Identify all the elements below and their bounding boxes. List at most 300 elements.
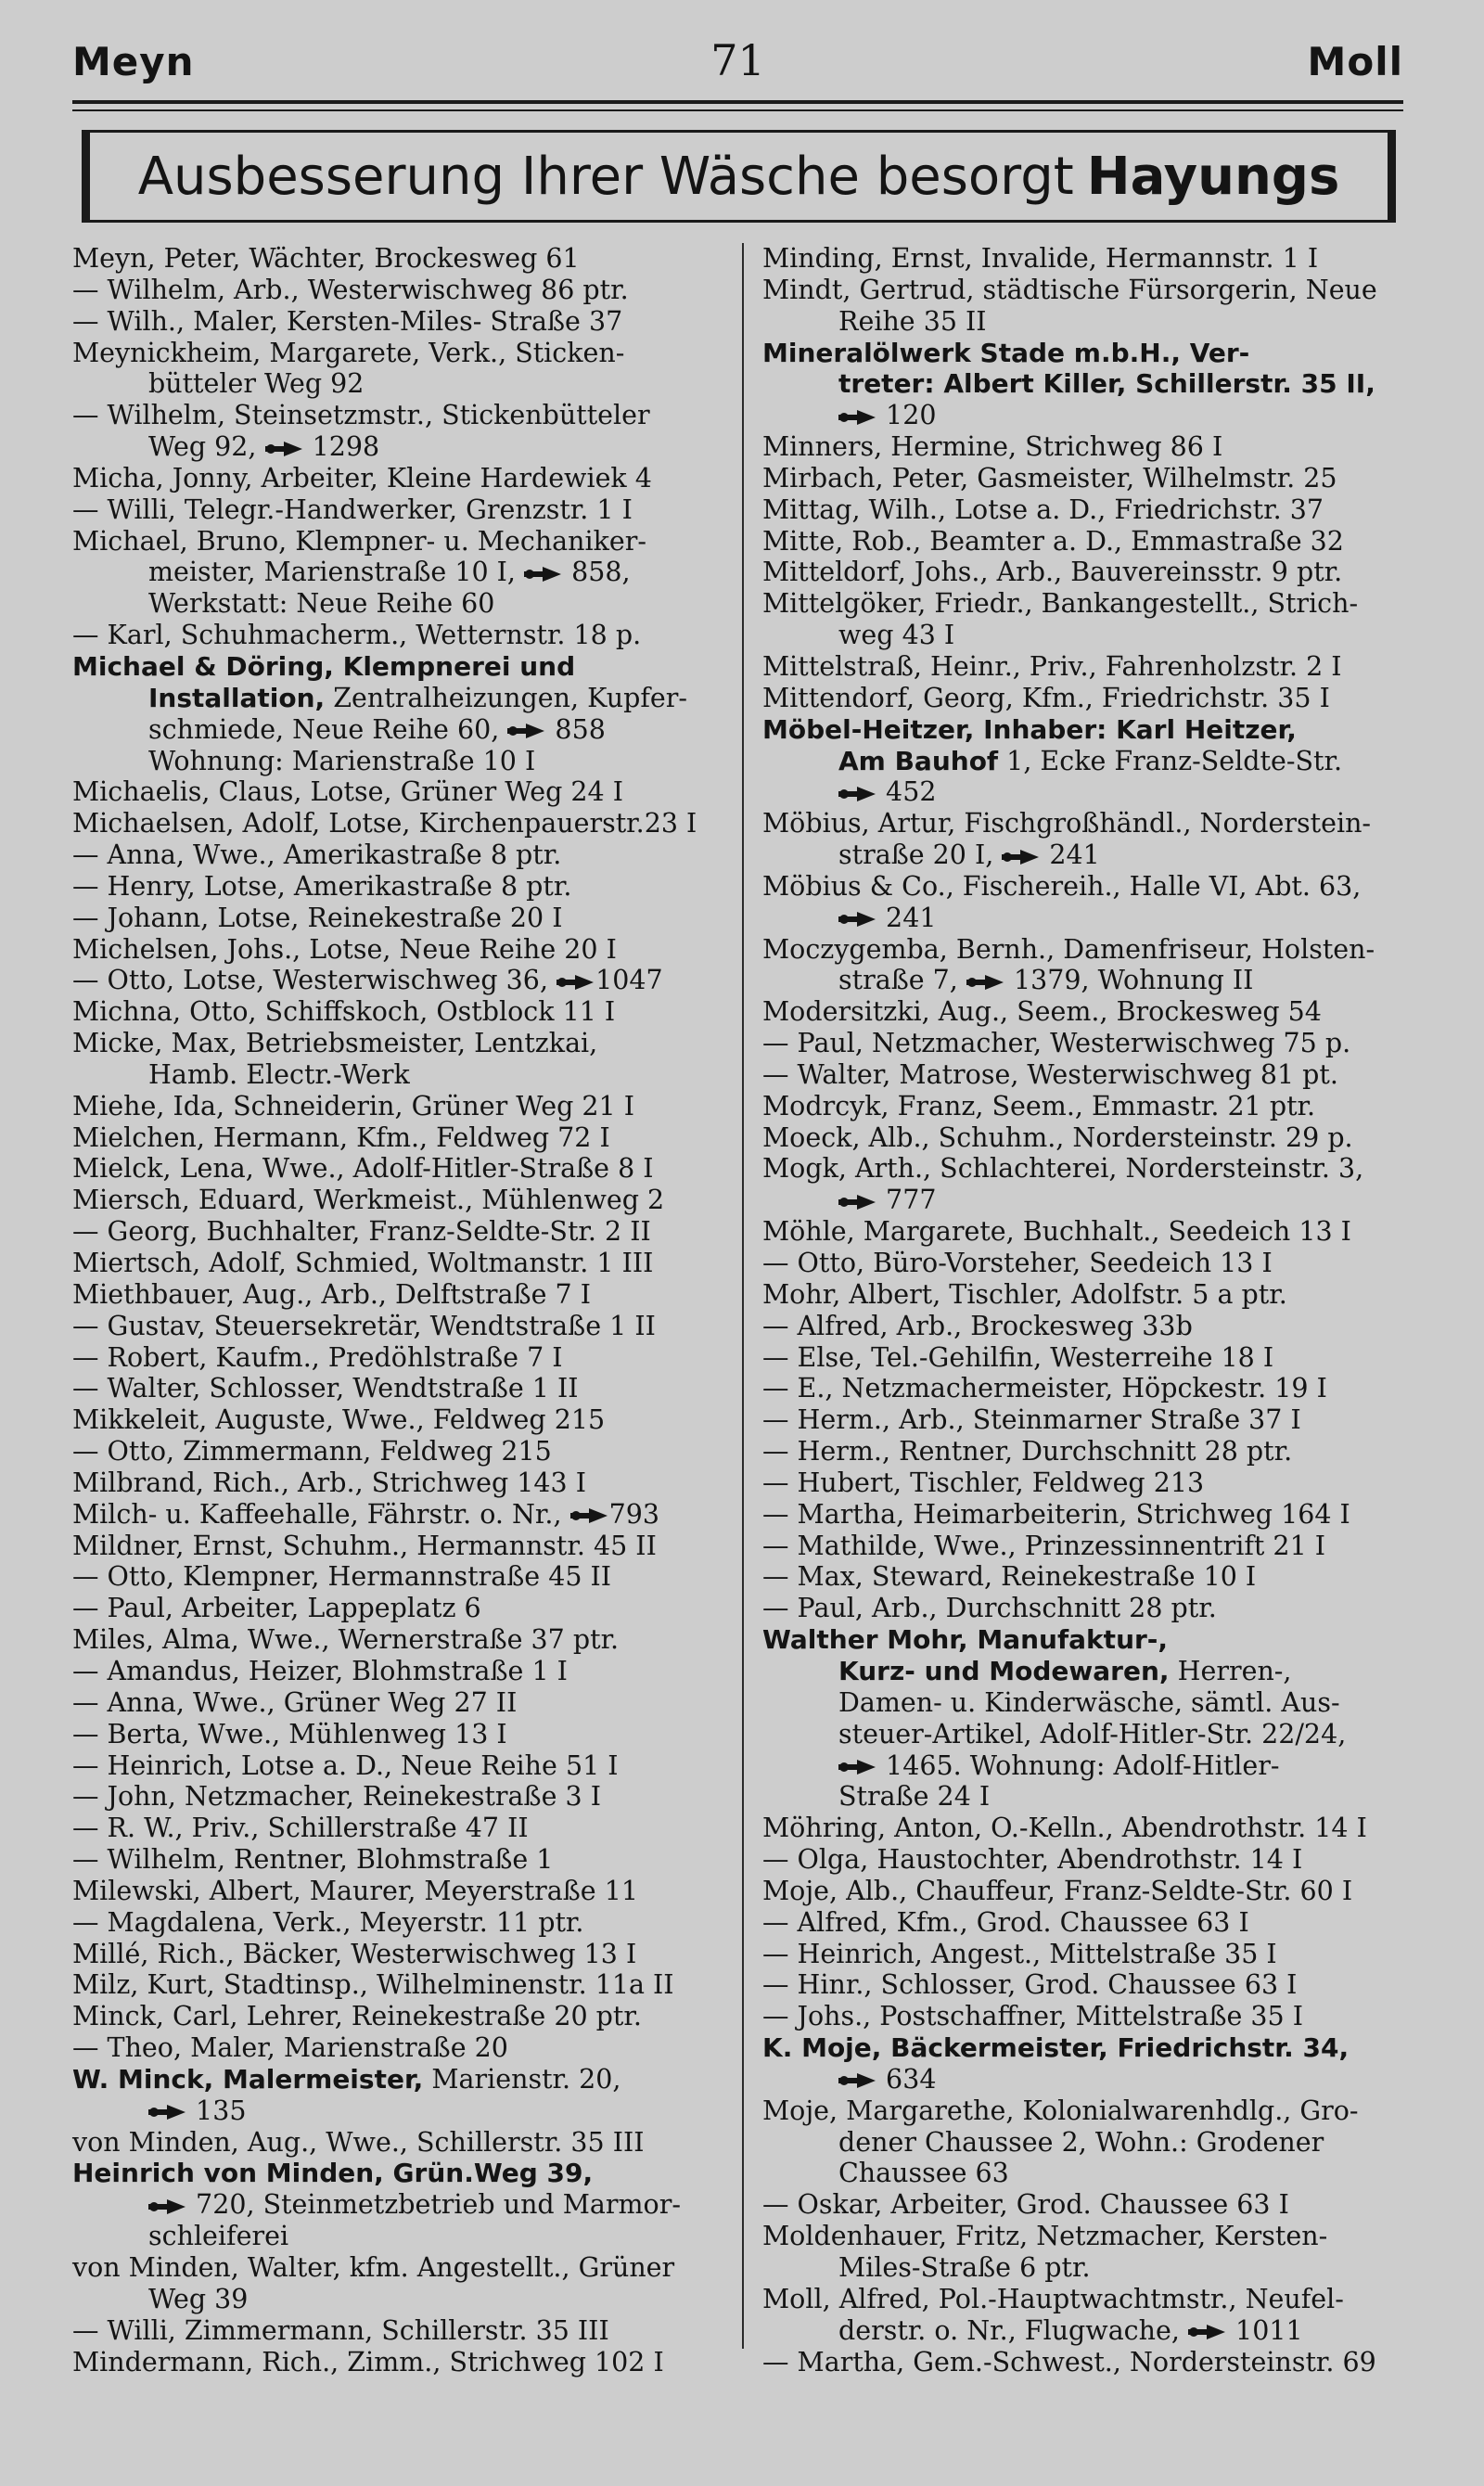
entry-text: — R. W., Priv., Schillerstraße 47 II (72, 1813, 529, 1844)
directory-entry-line (72, 2284, 731, 2315)
right-column (762, 243, 1412, 2377)
entry-text: — Johs., Postschaffner, Mittelstraße 35 I (762, 2001, 1303, 2032)
directory-entry-line (762, 2315, 1412, 2347)
directory-entry-line (762, 243, 1412, 275)
entry-phone-number: 1465. Wohnung: Adolf-Hitler- (877, 1749, 1280, 1781)
entry-text: Miersch, Eduard, Werkmeist., Mühlenweg 2 (72, 1185, 665, 1216)
directory-entry-line (762, 526, 1412, 557)
directory-entry-line (762, 1656, 1412, 1687)
entry-text: Möhring, Anton, O.-Kelln., Abendrothstr. 14 I (762, 1813, 1367, 1844)
directory-entry-line (72, 463, 731, 494)
directory-entry-line (762, 1561, 1412, 1593)
entry-text: schleiferei (148, 2221, 289, 2252)
telephone-icon (838, 910, 877, 929)
header-rule-thin (72, 109, 1403, 111)
directory-entry-line (762, 903, 1412, 934)
directory-entry-line (72, 1687, 731, 1719)
entry-text: Meynickheim, Margarete, Verk., Sticken- (72, 337, 625, 368)
directory-entry-line (762, 1373, 1412, 1404)
entry-text: Straße 24 I (838, 1781, 991, 1813)
directory-entry-line (72, 1907, 731, 1939)
directory-entry-line (72, 400, 731, 431)
column-divider (742, 243, 744, 2349)
directory-entry-line (72, 996, 731, 1028)
directory-entry-line (72, 1844, 731, 1876)
directory-entry-line (72, 1876, 731, 1907)
entry-text: — Otto, Büro-Vorsteher, Seedeich 13 I (762, 1248, 1273, 1278)
directory-entry-line (72, 871, 731, 903)
telephone-icon (838, 785, 877, 803)
entry-text: — Wilhelm, Arb., Westerwischweg 86 ptr. (72, 274, 629, 305)
directory-entry-line (762, 839, 1412, 871)
directory-entry-line (762, 2252, 1412, 2284)
entry-bold-text: Kurz- und Modewaren, (838, 1655, 1170, 1686)
entry-text: Minding, Ernst, Invalide, Hermannstr. 1 I (762, 243, 1319, 274)
entry-text: Mirbach, Peter, Gasmeister, Wilhelmstr. 25 (762, 462, 1337, 493)
entry-text: — Otto, Klempner, Hermannstraße 45 II (72, 1561, 612, 1593)
entry-text: Mildner, Ernst, Schuhm., Hermannstr. 45 II (72, 1530, 657, 1561)
entry-text: 1, Ecke Franz-Seldte-Str. (998, 745, 1343, 776)
directory-entry-line (72, 776, 731, 808)
directory-entry-line (72, 1122, 731, 1154)
entry-text: Weg 39 (148, 2283, 249, 2314)
entry-text: Millé, Rich., Bäcker, Westerwischweg 13 I (72, 1938, 637, 1969)
entry-phone-number: 1379, Wohnung II (1004, 965, 1254, 996)
entry-text: — Alfred, Arb., Brockesweg 33b (762, 1310, 1193, 1341)
entry-text: derstr. o. Nr., Flugwache, (838, 2314, 1188, 2346)
entry-text: straße 7, (838, 965, 966, 996)
entry-phone-number: 1047 (595, 965, 663, 996)
entry-text: Milbrand, Rich., Arb., Strichweg 143 I (72, 1467, 586, 1498)
directory-entry-line (762, 1593, 1412, 1624)
directory-entry-line (762, 400, 1412, 431)
entry-phone-number: 135 (187, 2095, 247, 2126)
telephone-icon (838, 1758, 877, 1776)
directory-entry-line (72, 620, 731, 651)
entry-text: Micha, Jonny, Arbeiter, Kleine Hardewiek 4 (72, 462, 652, 493)
entry-text: — Otto, Lotse, Westerwischweg 36, (72, 965, 557, 996)
directory-entry-line (762, 275, 1412, 306)
entry-bold-text: Installation, (148, 682, 326, 713)
directory-entry-line (72, 1939, 731, 1970)
entry-bold-text: Möbel-Heitzer, Inhaber: Karl Heitzer, (762, 713, 1297, 745)
directory-entry-line (762, 1499, 1412, 1531)
entry-bold-text: Michael & Döring, Klempnerei und (72, 650, 576, 682)
entry-text: Mogk, Arth., Schlachterei, Nordersteinstr. 3, (762, 1153, 1364, 1185)
directory-entry-line (72, 275, 731, 306)
advertisement-banner (82, 130, 1396, 223)
telephone-icon (838, 2071, 877, 2090)
entry-bold-text: Mineralölwerk Stade m.b.H., Ver- (762, 337, 1250, 368)
directory-entry-line (72, 1342, 731, 1374)
directory-entry-line (72, 1279, 731, 1311)
entry-phone-number: 634 (877, 2063, 937, 2095)
directory-entry-line (72, 903, 731, 934)
directory-entry-line (72, 2032, 731, 2064)
entry-text: meister, Marienstraße 10 I, (148, 557, 525, 588)
entry-text: — Heinrich, Angest., Mittelstraße 35 I (762, 1938, 1277, 1969)
directory-entry-line (72, 1531, 731, 1562)
directory-entry-line (72, 306, 731, 338)
directory-entry-line (762, 776, 1412, 808)
entry-phone-number: 1011 (1227, 2314, 1303, 2346)
directory-entry-line (72, 1467, 731, 1499)
entry-text: — E., Netzmachermeister, Höpckestr. 19 I (762, 1373, 1327, 1404)
directory-entry-line (762, 1091, 1412, 1122)
directory-entry-line (72, 588, 731, 620)
entry-text: Moje, Margarethe, Kolonialwarenhdlg., Gro- (762, 2095, 1359, 2126)
directory-entry-line (762, 1467, 1412, 1499)
directory-entry-line (72, 1059, 731, 1091)
directory-entry-line (72, 1969, 731, 2001)
directory-entry-line (762, 2347, 1412, 2378)
page-number: 71 (710, 35, 765, 85)
directory-entry-line (72, 526, 731, 557)
directory-entry-line (72, 1216, 731, 1248)
directory-entry-line (762, 1342, 1412, 1374)
entry-phone-number: 1298 (303, 431, 380, 463)
entry-text: Mindt, Gertrud, städtische Fürsorgerin, Neue (762, 274, 1377, 305)
entry-text: — Willi, Zimmermann, Schillerstr. 35 III (72, 2314, 609, 2346)
entry-text: — Anna, Wwe., Grüner Weg 27 II (72, 1686, 518, 1718)
entry-text: Mikkeleit, Auguste, Wwe., Feldweg 215 (72, 1404, 606, 1436)
entry-text: weg 43 I (838, 620, 955, 651)
directory-entry-line (762, 1185, 1412, 1216)
entry-text: — Hubert, Tischler, Feldweg 213 (762, 1467, 1205, 1498)
directory-entry-line (72, 965, 731, 996)
entry-text: — Martha, Heimarbeiterin, Strichweg 164 I (762, 1498, 1350, 1530)
telephone-icon (524, 565, 563, 583)
entry-text: — Wilhelm, Steinsetzmstr., Stickenbütteler (72, 400, 650, 431)
entry-text: — Georg, Buchhalter, Franz-Seldte-Str. 2 II (72, 1216, 651, 1248)
directory-entry-line (762, 2001, 1412, 2032)
telephone-icon (838, 1193, 877, 1211)
entry-text: Mitte, Rob., Beamter a. D., Emmastraße 32 (762, 525, 1344, 557)
entry-text: von Minden, Aug., Wwe., Schillerstr. 35 III (72, 2126, 645, 2158)
directory-entry-line (72, 934, 731, 966)
directory-entry-line (762, 1687, 1412, 1719)
left-column (72, 243, 731, 2377)
entry-text: Michna, Otto, Schiffskoch, Ostblock 11 I (72, 996, 616, 1028)
entry-phone-number: 720, Steinmetzbetrieb und Marmor- (187, 2189, 681, 2221)
directory-entry-line (762, 463, 1412, 494)
entry-text: — Wilhelm, Rentner, Blohmstraße 1 (72, 1844, 554, 1876)
entry-phone-number: 858 (546, 713, 606, 745)
entry-text: Michael, Bruno, Klempner- u. Mechaniker- (72, 525, 647, 557)
entry-bold-text: W. Minck, Malermeister, (72, 2063, 424, 2095)
entry-text: Modrcyk, Franz, Seem., Emmastr. 21 ptr. (762, 1090, 1316, 1121)
directory-entry-line (762, 620, 1412, 651)
entry-text: — Olga, Haustochter, Abendrothstr. 14 I (762, 1844, 1303, 1876)
telephone-icon (966, 973, 1005, 992)
directory-entry-line (762, 2032, 1412, 2064)
entry-text: Mielchen, Hermann, Kfm., Feldweg 72 I (72, 1121, 610, 1153)
entry-text: — Anna, Wwe., Amerikastraße 8 ptr. (72, 839, 562, 871)
directory-entry-line (72, 1593, 731, 1624)
directory-entry-line (762, 1969, 1412, 2001)
directory-entry-line (72, 2252, 731, 2284)
directory-entry-line (762, 1216, 1412, 1248)
entry-text: Mindermann, Rich., Zimm., Strichweg 102 I (72, 2346, 664, 2377)
entry-text: Miethbauer, Aug., Arb., Delftstraße 7 I (72, 1278, 591, 1310)
directory-entry-line (72, 2221, 731, 2252)
header-right-keyword: Moll (1307, 39, 1403, 84)
entry-text: — Heinrich, Lotse a. D., Neue Reihe 51 I (72, 1749, 619, 1781)
directory-entry-line (72, 1248, 731, 1279)
entry-text: Mohr, Albert, Tischler, Adolfstr. 5 a ptr. (762, 1278, 1287, 1310)
entry-bold-text: Walther Mohr, Manufaktur-, (762, 1624, 1169, 1656)
directory-entry-line (762, 683, 1412, 714)
entry-text: Mielck, Lena, Wwe., Adolf-Hitler-Straße 8 I (72, 1153, 654, 1185)
entry-text: — Wilh., Maler, Kersten-Miles- Straße 37 (72, 305, 623, 337)
entry-phone-number: 241 (877, 902, 937, 933)
entry-text: Micke, Max, Betriebsmeister, Lentzkai, (72, 1028, 598, 1059)
directory-entry-line (72, 839, 731, 871)
directory-entry-line (762, 934, 1412, 966)
entry-text: — Mathilde, Wwe., Prinzessinnentrift 21 I (762, 1530, 1326, 1561)
directory-entry-line (762, 1122, 1412, 1154)
directory-entry-line (762, 1059, 1412, 1091)
directory-entry-line (72, 1499, 731, 1531)
telephone-icon (148, 2198, 187, 2216)
entry-text: Herren-, (1169, 1655, 1292, 1686)
directory-entry-line (762, 557, 1412, 588)
directory-entry-line (72, 714, 731, 746)
entry-text: Damen- u. Kinderwäsche, sämtl. Aus- (838, 1686, 1340, 1718)
entry-text: — John, Netzmacher, Reinekestraße 3 I (72, 1781, 601, 1813)
entry-phone-number: 452 (877, 776, 937, 808)
directory-entry-line (762, 494, 1412, 526)
entry-text: Miertsch, Adolf, Schmied, Woltmanstr. 1 III (72, 1248, 654, 1278)
directory-entry-line (762, 714, 1412, 746)
entry-text: — Alfred, Kfm., Grod. Chaussee 63 I (762, 1906, 1249, 1938)
directory-entry-line (762, 1153, 1412, 1185)
entry-text: Mittag, Wilh., Lotse a. D., Friedrichstr. 37 (762, 493, 1324, 525)
directory-entry-line (762, 2189, 1412, 2221)
entry-text: — Martha, Gem.-Schwest., Nordersteinstr. 69 (762, 2346, 1376, 2377)
directory-entry-line (72, 2189, 731, 2221)
telephone-icon (556, 973, 595, 992)
entry-text: — Magdalena, Verk., Meyerstr. 11 ptr. (72, 1906, 584, 1938)
directory-entry-line (762, 1624, 1412, 1656)
banner-text: Ausbesserung Ihrer Wäsche besorgt (137, 146, 1074, 207)
entry-text: Marienstr. 20, (423, 2063, 621, 2095)
entry-text: Mittelgöker, Friedr., Bankangestellt., Strich- (762, 588, 1359, 620)
telephone-icon (148, 2103, 187, 2121)
entry-text: Michaelis, Claus, Lotse, Grüner Weg 24 I (72, 776, 623, 808)
entry-text: Michaelsen, Adolf, Lotse, Kirchenpauerstr.23 I (72, 808, 697, 839)
directory-entry-line (72, 808, 731, 839)
directory-entry-line (762, 746, 1412, 777)
directory-entry-line (72, 1813, 731, 1844)
entry-text: von Minden, Walter, kfm. Angestellt., Grüner (72, 2252, 675, 2283)
entry-text: — Max, Steward, Reinekestraße 10 I (762, 1561, 1257, 1593)
entry-text: — Henry, Lotse, Amerikastraße 8 ptr. (72, 870, 572, 902)
directory-entry-line (72, 1373, 731, 1404)
entry-text: Michelsen, Johs., Lotse, Neue Reihe 20 I (72, 933, 617, 965)
entry-text: — Paul, Arbeiter, Lappeplatz 6 (72, 1593, 481, 1624)
entry-text: — Gustav, Steuersekretär, Wendtstraße 1 II (72, 1310, 656, 1341)
page-header (72, 35, 1403, 83)
entry-text: Wohnung: Marienstraße 10 I (148, 745, 536, 776)
directory-entry-line (72, 1719, 731, 1750)
entry-bold-text: Heinrich von Minden, Grün.Weg 39, (72, 2158, 594, 2189)
banner-brand: Hayungs (1086, 146, 1340, 207)
telephone-icon (570, 1506, 609, 1525)
directory-entry-line (762, 306, 1412, 338)
entry-text: — Walter, Matrose, Westerwischweg 81 pt. (762, 1058, 1338, 1090)
entry-bold-text: treter: Albert Killer, Schillerstr. 35 II, (838, 368, 1375, 400)
directory-entry-line (72, 338, 731, 369)
entry-text: — Paul, Netzmacher, Westerwischweg 75 p. (762, 1028, 1351, 1059)
directory-entry-line (762, 1028, 1412, 1059)
directory-entry-line (762, 871, 1412, 903)
directory-entry-line (762, 1248, 1412, 1279)
telephone-icon (265, 440, 304, 458)
directory-entry-line (72, 2001, 731, 2032)
telephone-icon (838, 408, 877, 427)
entry-text: — Theo, Maler, Marienstraße 20 (72, 2032, 508, 2064)
entry-text: Mittendorf, Georg, Kfm., Friedrichstr. 35 I (762, 682, 1330, 713)
entry-phone-number: 793 (608, 1498, 660, 1530)
directory-entry-line (762, 2221, 1412, 2252)
directory-entry-line (762, 1436, 1412, 1467)
directory-entry-line (72, 2315, 731, 2347)
directory-entry-line (762, 1750, 1412, 1782)
entry-text: schmiede, Neue Reihe 60, (148, 713, 508, 745)
entry-text: Weg 92, (148, 431, 265, 463)
directory-entry-line (72, 1561, 731, 1593)
directory-entry-line (72, 2127, 731, 2159)
telephone-icon (1188, 2323, 1227, 2341)
entry-text: Hamb. Electr.-Werk (148, 1058, 410, 1090)
directory-entry-line (72, 1436, 731, 1467)
entry-text: Möhle, Margarete, Buchhalt., Seedeich 13 I (762, 1216, 1351, 1248)
entry-text: — Herm., Arb., Steinmarner Straße 37 I (762, 1404, 1301, 1436)
entry-text: Modersitzki, Aug., Seem., Brockesweg 54 (762, 996, 1322, 1028)
entry-text: steuer-Artikel, Adolf-Hitler-Str. 22/24, (838, 1718, 1347, 1749)
directory-entry-line (72, 1750, 731, 1782)
directory-entry-line (72, 1404, 731, 1436)
directory-entry-line (762, 1907, 1412, 1939)
entry-text: — Berta, Wwe., Mühlenweg 13 I (72, 1718, 507, 1749)
entry-text: Möbius, Artur, Fischgroßhändl., Norderstein- (762, 808, 1372, 839)
directory-entry-line (762, 2095, 1412, 2127)
directory-entry-line (72, 1781, 731, 1813)
entry-phone-number: 120 (877, 400, 937, 431)
entry-phone-number: 858, (563, 557, 631, 588)
entry-text: Mitteldorf, Johs., Arb., Bauvereinsstr. 9 ptr. (762, 557, 1343, 588)
entry-text: Chaussee 63 (838, 2158, 1009, 2189)
entry-text: Milch- u. Kaffeehalle, Fährstr. o. Nr., (72, 1498, 570, 1530)
entry-text: Moll, Alfred, Pol.-Hauptwachtmstr., Neufel- (762, 2283, 1344, 2314)
directory-entry-line (72, 2064, 731, 2095)
directory-entry-line (762, 1719, 1412, 1750)
directory-entry-line (72, 746, 731, 777)
directory-entry-line (762, 1404, 1412, 1436)
entry-text: Moldenhauer, Fritz, Netzmacher, Kersten- (762, 2221, 1328, 2252)
entry-text: Miles, Alma, Wwe., Wernerstraße 37 ptr. (72, 1624, 620, 1656)
entry-text: Milewski, Albert, Maurer, Meyerstraße 11 (72, 1875, 638, 1906)
entry-bold-text: Am Bauhof (838, 745, 999, 776)
directory-entry-line (72, 1028, 731, 1059)
directory-entry-line (762, 588, 1412, 620)
entry-text: Miles-Straße 6 ptr. (838, 2252, 1091, 2283)
directory-entry-line (762, 1876, 1412, 1907)
entry-text: Meyn, Peter, Wächter, Brockesweg 61 (72, 243, 580, 274)
entry-text: Moje, Alb., Chauffeur, Franz-Seldte-Str. 60 I (762, 1875, 1353, 1906)
entry-text: — Else, Tel.-Gehilfin, Westerreihe 18 I (762, 1341, 1274, 1373)
directory-entry-line (762, 368, 1412, 400)
directory-entry-line (72, 368, 731, 400)
entry-text: — Walter, Schlosser, Wendtstraße 1 II (72, 1373, 579, 1404)
entry-text: — Johann, Lotse, Reinekestraße 20 I (72, 902, 563, 933)
directory-entry-line (72, 2158, 731, 2189)
directory-entry-line (762, 996, 1412, 1028)
entry-text: Milz, Kurt, Stadtinsp., Wilhelminenstr. 11a II (72, 1969, 674, 2001)
entry-text: — Amandus, Heizer, Blohmstraße 1 I (72, 1655, 568, 1686)
entry-text: — Robert, Kaufm., Predöhlstraße 7 I (72, 1341, 563, 1373)
entry-text: Minck, Carl, Lehrer, Reinekestraße 20 ptr. (72, 2001, 642, 2032)
directory-entry-line (72, 2347, 731, 2378)
entry-text: — Otto, Zimmermann, Feldweg 215 (72, 1436, 552, 1467)
entry-text: Moczygemba, Bernh., Damenfriseur, Holsten- (762, 933, 1375, 965)
directory-entry-line (762, 2127, 1412, 2159)
entry-text: straße 20 I, (838, 839, 1003, 871)
directory-entry-line (762, 965, 1412, 996)
directory-entry-line (72, 431, 731, 463)
entry-text: Zentralheizungen, Kupfer- (325, 682, 688, 713)
entry-text: Mittelstraß, Heinr., Priv., Fahrenholzstr. 2 I (762, 650, 1342, 682)
directory-entry-line (762, 2158, 1412, 2189)
entry-text: — Herm., Rentner, Durchschnitt 28 ptr. (762, 1436, 1293, 1467)
telephone-icon (507, 722, 546, 740)
directory-entry-line (762, 1279, 1412, 1311)
directory-entry-line (762, 1311, 1412, 1342)
entry-text: dener Chaussee 2, Wohn.: Grodener (838, 2126, 1324, 2158)
directory-entry-line (762, 808, 1412, 839)
directory-entry-line (72, 557, 731, 588)
directory-entry-line (762, 431, 1412, 463)
directory-entry-line (762, 1531, 1412, 1562)
entry-text: Möbius & Co., Fischereih., Halle VI, Abt. 63, (762, 870, 1362, 902)
directory-entry-line (72, 2095, 731, 2127)
directory-entry-line (72, 1311, 731, 1342)
entry-phone-number: 241 (1041, 839, 1100, 871)
entry-text: — Paul, Arb., Durchschnitt 28 ptr. (762, 1593, 1217, 1624)
directory-entry-line (72, 683, 731, 714)
directory-entry-line (762, 2284, 1412, 2315)
directory-entry-line (72, 243, 731, 275)
directory-entry-line (72, 1624, 731, 1656)
header-rule-thick (72, 100, 1403, 104)
entry-text: — Karl, Schuhmacherm., Wetternstr. 18 p. (72, 620, 642, 651)
entry-text: — Oskar, Arbeiter, Grod. Chaussee 63 I (762, 2189, 1289, 2221)
entry-text: Minners, Hermine, Strichweg 86 I (762, 431, 1223, 463)
entry-text: Reihe 35 II (838, 305, 987, 337)
directory-entry-line (762, 1844, 1412, 1876)
entry-text: bütteler Weg 92 (148, 368, 365, 400)
directory-entry-line (762, 1813, 1412, 1844)
directory-entry-line (762, 651, 1412, 683)
directory-entry-line (72, 1185, 731, 1216)
entry-phone-number: 777 (877, 1185, 937, 1216)
entry-text: Miehe, Ida, Schneiderin, Grüner Weg 21 I (72, 1090, 634, 1121)
directory-entry-line (762, 2064, 1412, 2095)
entry-text: Moeck, Alb., Schuhm., Nordersteinstr. 29 p. (762, 1121, 1353, 1153)
header-left-keyword: Meyn (72, 39, 195, 84)
directory-entry-line (762, 1939, 1412, 1970)
